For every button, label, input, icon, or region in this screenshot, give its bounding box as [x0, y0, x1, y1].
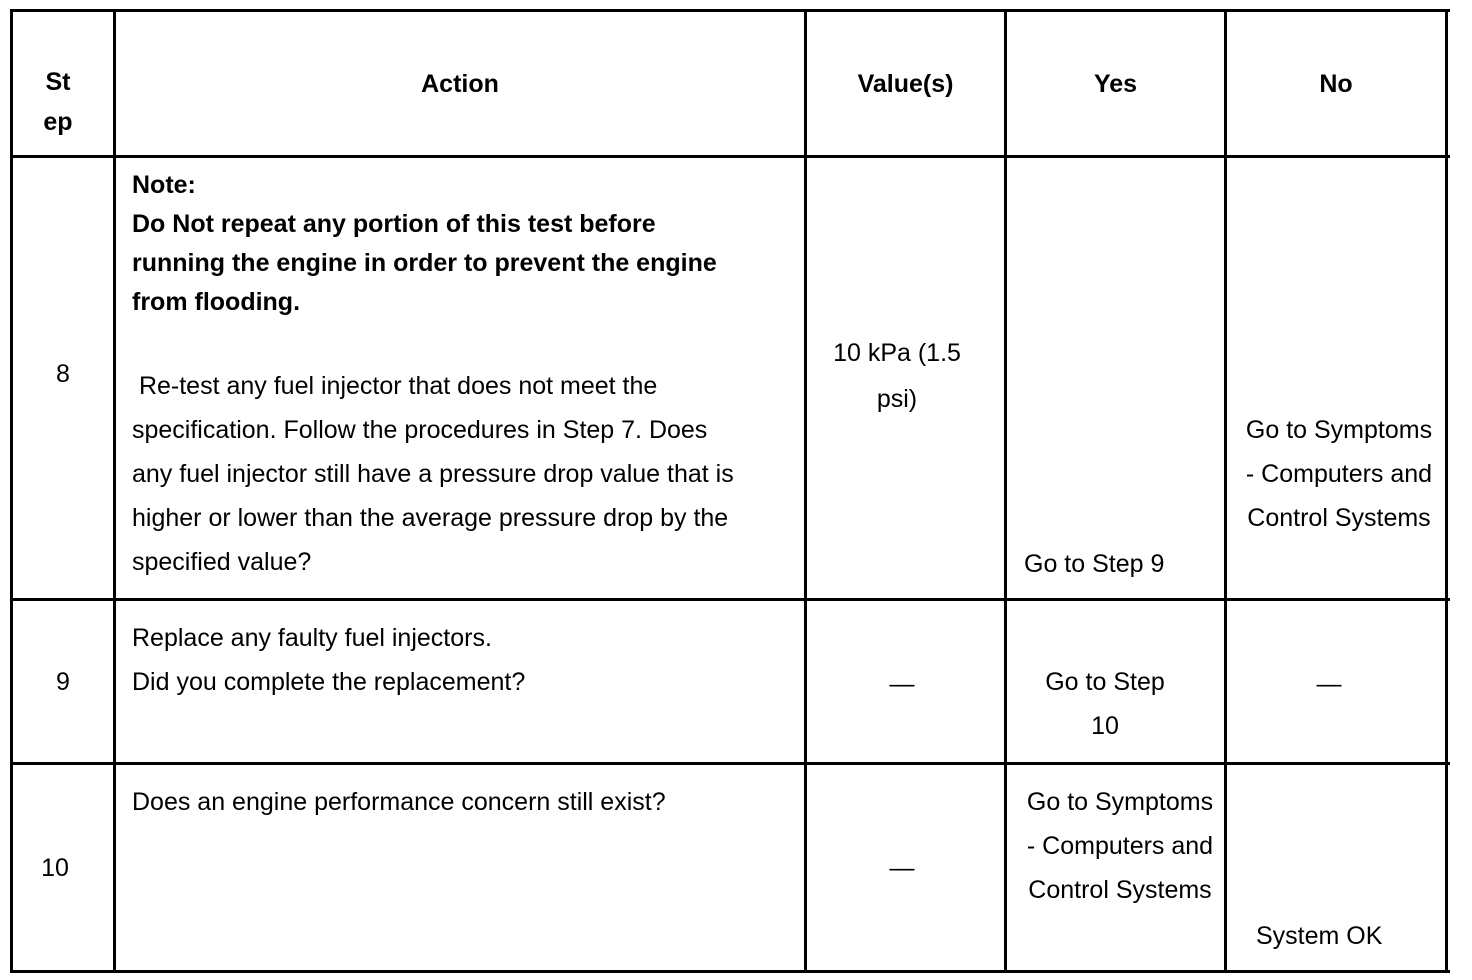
row-8-step: 8	[56, 360, 70, 388]
row-10-value: —	[889, 854, 915, 882]
row-8-no: Go to Symptoms - Computers and Control Systems	[1245, 416, 1433, 532]
row-9-step: 9	[56, 668, 70, 696]
rule-right	[1445, 9, 1448, 973]
row-8-action: Re-test any fuel injector that does not meet the specification. Follow the procedures in Step 7. Does any fuel injector still have a pressure drop value that is higher or lower than the average pressure drop by the specified value?	[132, 372, 741, 576]
rule-left	[10, 9, 13, 973]
row-8-note: Do Not repeat any portion of this test before running the engine in order to prevent the engine from flooding.	[132, 210, 717, 316]
header-step: St ep	[43, 68, 73, 136]
header-action: Action	[421, 70, 499, 98]
rule-row9-bottom	[10, 762, 1450, 765]
rule-header-bottom	[10, 155, 1450, 158]
rule-bottom	[10, 970, 1450, 973]
rule-col-step	[113, 9, 116, 973]
header-yes: Yes	[1093, 70, 1138, 98]
rule-col-value	[1004, 9, 1007, 973]
row-9-yes: Go to Step 10	[1045, 668, 1165, 740]
row-9-action-line2: Did you complete the replacement?	[132, 668, 526, 696]
row-9-value: —	[889, 670, 915, 698]
row-9-action-line1: Replace any faulty fuel injectors.	[132, 624, 492, 652]
row-8-value: 10 kPa (1.5 psi)	[833, 339, 961, 413]
rule-col-action	[804, 9, 807, 973]
header-no: No	[1319, 70, 1353, 98]
row-10-action: Does an engine performance concern still exist?	[132, 788, 666, 816]
rule-col-yes	[1224, 9, 1227, 973]
row-8-yes: Go to Step 9	[1024, 550, 1165, 578]
header-values: Value(s)	[857, 70, 954, 98]
row-9-no: —	[1316, 670, 1342, 698]
row-10-no: System OK	[1256, 922, 1383, 950]
row-8-note-label: Note:	[132, 171, 196, 199]
rule-top	[10, 9, 1450, 12]
rule-row8-bottom	[10, 598, 1450, 601]
row-10-step: 10	[41, 854, 69, 882]
row-10-yes: Go to Symptoms - Computers and Control Systems	[1026, 788, 1214, 904]
